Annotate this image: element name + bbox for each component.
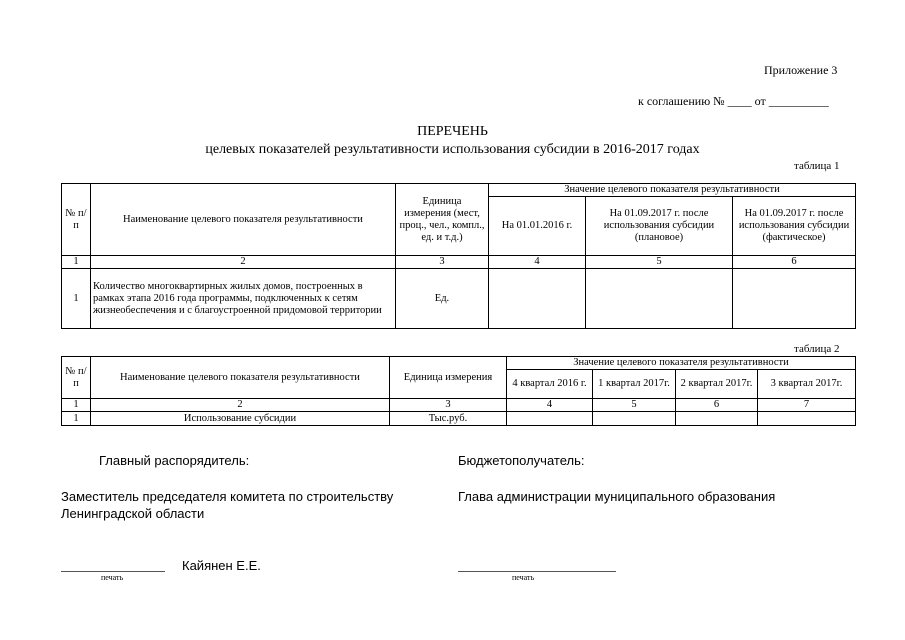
t2-header-col1: 4 квартал 2016 г. <box>507 370 593 399</box>
table-cell: Количество многоквартирных жилых домов, построенных в рамках этапа 2016 года программы, подключенных к сетям жизнеобеспечения и с благоустроенной придомовой территории <box>91 269 396 329</box>
table-cell <box>593 412 676 426</box>
table-cell: 5 <box>586 256 733 269</box>
t2-header-col2: 1 квартал 2017г. <box>593 370 676 399</box>
table-cell: 4 <box>507 399 593 412</box>
t1-header-col1: На 01.01.2016 г. <box>489 197 586 256</box>
right-signatory-position: Глава администрации муниципального образования <box>458 489 776 504</box>
table-cell: Ед. <box>396 269 489 329</box>
t2-header-name: Наименование целевого показателя результативности <box>91 357 390 399</box>
left-stamp-label: печать <box>101 573 124 582</box>
table-cell: 2 <box>91 399 390 412</box>
table-cell <box>676 412 758 426</box>
t1-header-unit: Единица измерения (мест, проц., чел., компл., ед. и т.д.) <box>396 184 489 256</box>
table-cell: 3 <box>390 399 507 412</box>
table-cell <box>758 412 856 426</box>
table-cell: 1 <box>62 412 91 426</box>
table-cell: 3 <box>396 256 489 269</box>
left-signatory-name: Кайянен Е.Е. <box>182 558 261 573</box>
left-signature-line <box>61 571 165 572</box>
t1-index-row <box>62 256 856 269</box>
t1-header-name: Наименование целевого показателя результативности <box>91 184 396 256</box>
table-row <box>62 269 856 329</box>
table-cell <box>489 269 586 329</box>
t2-header-num: № п/п <box>62 357 91 399</box>
table1-caption: таблица 1 <box>794 160 840 172</box>
left-signatory-role: Главный распорядитель: <box>99 453 250 468</box>
t2-header-group: Значение целевого показателя результативности <box>507 357 856 370</box>
t1-header-group: Значение целевого показателя результативности <box>489 184 856 197</box>
table-cell: 4 <box>489 256 586 269</box>
table-cell: Тыс.руб. <box>390 412 507 426</box>
table2 <box>61 356 856 426</box>
right-signature-line <box>458 571 616 572</box>
t2-header-col4: 3 квартал 2017г. <box>758 370 856 399</box>
right-stamp-label: печать <box>512 573 535 582</box>
t2-index-row <box>62 399 856 412</box>
table-cell: Использование субсидии <box>91 412 390 426</box>
t1-header-num: № п/п <box>62 184 91 256</box>
table-cell: 7 <box>758 399 856 412</box>
table2-caption: таблица 2 <box>794 343 840 355</box>
table-cell <box>507 412 593 426</box>
t2-header-col3: 2 квартал 2017г. <box>676 370 758 399</box>
table-cell: 5 <box>593 399 676 412</box>
right-signatory-role: Бюджетополучатель: <box>458 453 585 468</box>
t1-header-col2: На 01.09.2017 г. после использования субсидии (плановое) <box>586 197 733 256</box>
agreement-reference: к соглашению № ____ от __________ <box>638 94 829 108</box>
appendix-label: Приложение 3 <box>764 63 838 77</box>
table-cell <box>733 269 856 329</box>
left-signatory-position: Заместитель председателя комитета по строительству Ленинградской области <box>61 489 394 521</box>
table-cell: 6 <box>676 399 758 412</box>
table-row <box>62 412 856 426</box>
t1-header-col3: На 01.09.2017 г. после использования субсидии (фактическое) <box>733 197 856 256</box>
table-cell <box>586 269 733 329</box>
t2-header-unit: Единица измерения <box>390 357 507 399</box>
document-title: ПЕРЕЧЕНЬ <box>417 124 488 139</box>
table-cell: 1 <box>62 256 91 269</box>
table-cell: 6 <box>733 256 856 269</box>
table-cell: 2 <box>91 256 396 269</box>
table-cell: 1 <box>62 399 91 412</box>
document-subtitle: целевых показателей результативности использования субсидии в 2016-2017 годах <box>205 142 700 157</box>
table1 <box>61 183 856 329</box>
table-cell: 1 <box>62 269 91 329</box>
